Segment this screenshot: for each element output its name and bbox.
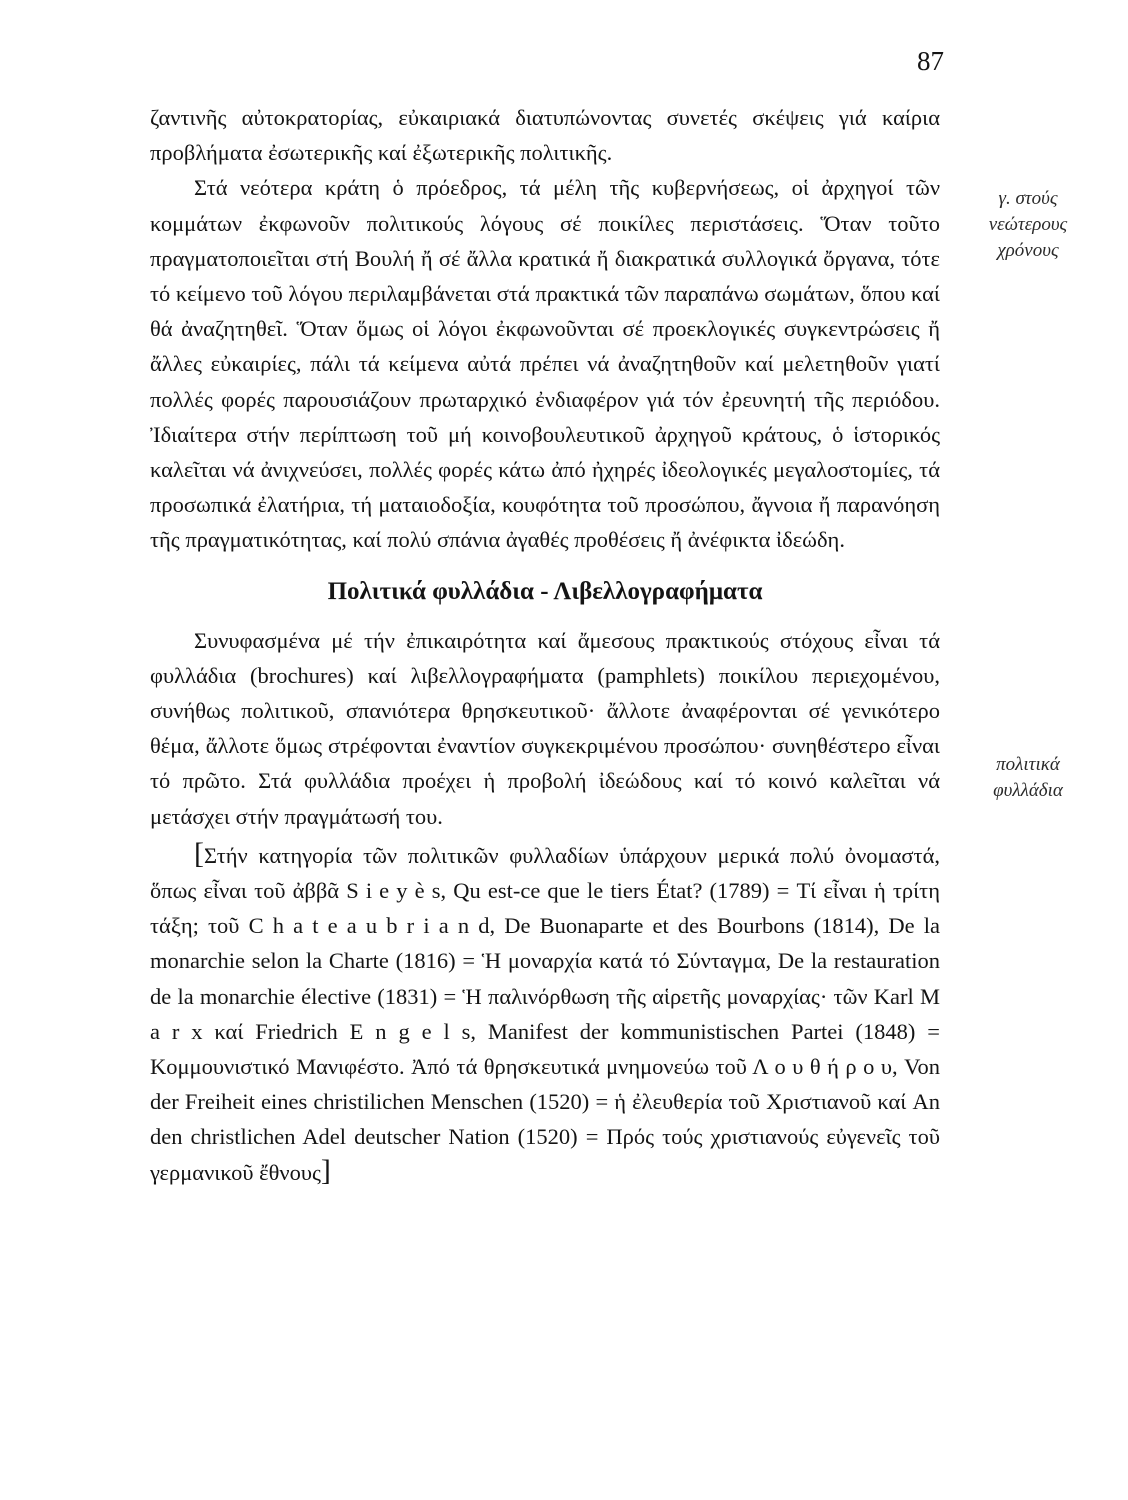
paragraph-political-speeches: Στά νεότερα κράτη ὁ πρόεδρος, τά μέλη τῆς κυβερνήσεως, οἱ ἀρχηγοί τῶν κομμάτων ἐκφωνοῦν πολιτικούς λόγους σέ ποικίλες περιστάσεις. Ὅταν τοῦτο πραγματοποιεῖται στή Βουλή ἤ σέ ἄλλα κρατικά ἤ διακρατικά συλλογικά ὄργανα, τότε τό κείμενο τοῦ λόγου περιλαμβάνεται στά πρακτικά τῶν παραπάνω σωμάτων, ὅπου καί θά ἀναζητηθεῖ. Ὅταν ὅμως οἱ λόγοι ἐκφωνοῦνται σέ προεκλογικές συγκεντρώσεις ἤ ἄλλες εὐκαιρίες, πάλι τά κείμενα αὐτά πρέπει νά ἀναζητηθοῦν καί μελετηθοῦν γιατί πολλές φορές παρουσιάζουν πρωταρχικό ἐνδιαφέρον γιά τόν ἐρευνητή τῆς περιόδου. Ἰδιαίτερα στήν περίπτωση τοῦ μή κοινοβουλευτικοῦ ἀρχηγοῦ κράτους, ὁ ἱστορικός καλεῖται νά ἀνιχνεύσει, πολλές φορές κάτω ἀπό ἠχηρές ἰδεολογικές μεγαλοστομίες, τά προσωπικά ἐλατήρια, τή ματαιοδοξία, κουφότητα τοῦ προσώπου, ἄγνοια ἤ παρανόηση τῆς πραγματικότητας, καί πολύ σπάνια ἀγαθές προθέσεις ἤ ἀνέφικτα ἰδεώδη.: [150, 175, 940, 553]
paragraph-byzantine-continuation: ζαντινῆς αὐτοκρατορίας, εὐκαιριακά διατυπώνοντας συνετές σκέψεις γιά καίρια προβλήματα ἐσωτερικῆς καί ἐξωτερικῆς πολιτικῆς.: [150, 105, 940, 166]
margin-note-line: φυλλάδια: [993, 780, 1063, 801]
paragraph-pamphlets: Συνυφασμένα μέ τήν ἐπικαιρότητα καί ἄμεσους πρακτικούς στόχους εἶναι τά φυλλάδια (brochures) καί λιβελλογραφήματα (pamphlets) ποικίλου περιεχομένου, συνήθως πολιτικοῦ, σπανιότερα θρησκευτικοῦ· ἄλλοτε ἀναφέρονται σέ γενικότερο θέμα, ἄλλοτε ὅμως στρέφονται ἐναντίον συγκεκριμένου προσώπου· συνηθέστερο εἶναι τό πρῶτο. Στά φυλλάδια προέχει ἡ προβολή ἰδεώδους καί τό κοινό καλεῖται νά μετάσχει στήν πραγμάτωσή του.: [150, 627, 940, 829]
margin-note-line: νεώτερους: [988, 214, 1068, 235]
margin-note-political-pamphlets: [958, 752, 1098, 804]
section-heading: Πολιτικά φυλλάδια - Λιβελλογραφήματα: [327, 577, 763, 605]
margin-note-modern-times: [958, 186, 1098, 264]
margin-note-line: χρόνους: [997, 240, 1059, 261]
margin-note-line: πολιτικά: [996, 754, 1060, 775]
closing-bracket: ]: [320, 1153, 331, 1187]
main-text-column: [150, 100, 940, 1190]
page-number: 87: [917, 46, 944, 76]
opening-bracket: [: [194, 836, 204, 870]
famous-pamphlets-text: Στήν κατηγορία τῶν πολιτικῶν φυλλαδίων ὑπάρχουν μερικά πολύ ὀνομαστά, ὅπως εἶναι τοῦ ἀββᾶ S i e y è s, Qu est-ce que le tiers État? (1789) = Τί εἶναι ἡ τρίτη τάξη; τοῦ C h a t e a u b r i a n d, De Buonaparte et des Bourbons (1814), De la monarchie selon la Charte (1816) = Ἡ μοναρχία κατά τό Σύνταγμα, De la restauration de la monarchie élective (1831) = Ἡ παλινόρθωση τῆς αἱρετῆς μοναρχίας· τῶν Karl M a r x καί Friedrich E n g e l s, Manifest der kommunistischen Partei (1848) = Κομμουνιστικό Μανιφέστο. Ἀπό τά θρησκευτικά μνημονεύω τοῦ Λ ο υ θ ή ρ ο υ, Von der Freiheit eines christilichen Menschen (1520) = ἡ ἐλευθερία τοῦ Χριστιανοῦ καί An den christlichen Adel deutscher Nation (1520) = Πρός τούς χριστιανούς εὐγενεῖς τοῦ γερμανικοῦ ἔθνους: [150, 842, 940, 1185]
margin-note-line: γ. στούς: [998, 188, 1058, 209]
paragraph-famous-pamphlets: [150, 838, 940, 1190]
